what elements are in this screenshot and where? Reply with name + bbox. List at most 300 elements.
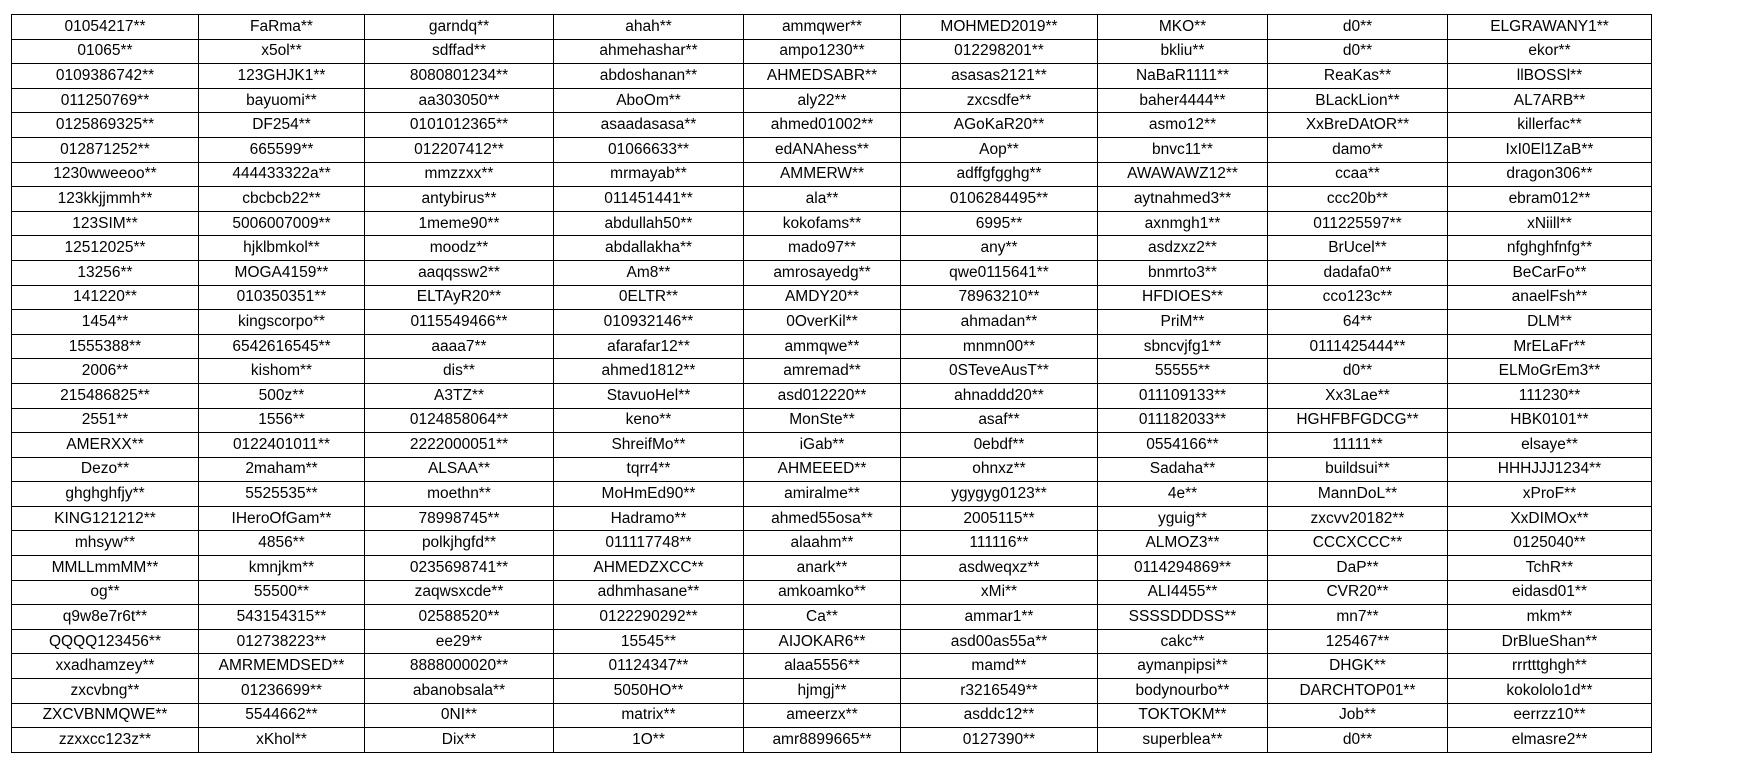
table-cell: kingscorpo**: [199, 310, 365, 335]
table-row: [12, 728, 1652, 753]
table-cell: abdullah50**: [554, 211, 744, 236]
table-cell: zzxxcc123z**: [12, 728, 199, 753]
table-cell: 012207412**: [365, 137, 554, 162]
table-cell: HFDIOES**: [1098, 285, 1268, 310]
table-cell: aaaa7**: [365, 334, 554, 359]
table-cell: 0OverKil**: [744, 310, 901, 335]
table-cell: ohnxz**: [901, 457, 1098, 482]
table-cell: xKhol**: [199, 728, 365, 753]
table-cell: 78998745**: [365, 506, 554, 531]
table-cell: ampo1230**: [744, 39, 901, 64]
table-cell: ee29**: [365, 629, 554, 654]
table-cell: 11111**: [1268, 433, 1448, 458]
table-cell: 6995**: [901, 211, 1098, 236]
table-cell: matrix**: [554, 703, 744, 728]
table-cell: 2005115**: [901, 506, 1098, 531]
table-cell: kokofams**: [744, 211, 901, 236]
table-cell: r3216549**: [901, 679, 1098, 704]
table-cell: 1454**: [12, 310, 199, 335]
table-cell: AboOm**: [554, 88, 744, 113]
table-cell: 6542616545**: [199, 334, 365, 359]
table-cell: mmzzxx**: [365, 162, 554, 187]
table-cell: ahmadan**: [901, 310, 1098, 335]
table-cell: 0STeveAusT**: [901, 359, 1098, 384]
table-cell: 12512025**: [12, 236, 199, 261]
table-cell: CCCXCCC**: [1268, 531, 1448, 556]
table-row: [12, 482, 1652, 507]
table-cell: 0125869325**: [12, 113, 199, 138]
table-cell: FaRma**: [199, 15, 365, 40]
table-row: [12, 457, 1652, 482]
table-cell: aa303050**: [365, 88, 554, 113]
table-cell: 1O**: [554, 728, 744, 753]
table-cell: TOKTOKM**: [1098, 703, 1268, 728]
table-cell: XxDIMOx**: [1448, 506, 1652, 531]
table-cell: Ca**: [744, 605, 901, 630]
table-cell: BLackLion**: [1268, 88, 1448, 113]
table-cell: abanobsala**: [365, 679, 554, 704]
table-cell: polkjhgfd**: [365, 531, 554, 556]
table-cell: killerfac**: [1448, 113, 1652, 138]
table-cell: buildsui**: [1268, 457, 1448, 482]
table-cell: xMi**: [901, 580, 1098, 605]
table-cell: cco123c**: [1268, 285, 1448, 310]
table-cell: 011250769**: [12, 88, 199, 113]
table-cell: AMMERW**: [744, 162, 901, 187]
table-cell: SSSSDDDSS**: [1098, 605, 1268, 630]
table-cell: AMERXX**: [12, 433, 199, 458]
table-cell: DARCHTOP01**: [1268, 679, 1448, 704]
table-row: [12, 408, 1652, 433]
table-cell: DLM**: [1448, 310, 1652, 335]
table-cell: DrBlueShan**: [1448, 629, 1652, 654]
table-row: [12, 88, 1652, 113]
table-cell: sdffad**: [365, 39, 554, 64]
table-cell: elsaye**: [1448, 433, 1652, 458]
table-cell: kmnjkm**: [199, 556, 365, 581]
table-cell: asddc12**: [901, 703, 1098, 728]
table-cell: 012298201**: [901, 39, 1098, 64]
table-row: [12, 162, 1652, 187]
table-cell: 141220**: [12, 285, 199, 310]
table-cell: ALSAA**: [365, 457, 554, 482]
table-cell: bnmrto3**: [1098, 260, 1268, 285]
table-cell: ELGRAWANY1**: [1448, 15, 1652, 40]
table-cell: 125467**: [1268, 629, 1448, 654]
table-cell: ahmed55osa**: [744, 506, 901, 531]
table-cell: alaa5556**: [744, 654, 901, 679]
table-row: [12, 236, 1652, 261]
table-cell: ALI4455**: [1098, 580, 1268, 605]
table-cell: bnvc11**: [1098, 137, 1268, 162]
table-cell: adffgfgghg**: [901, 162, 1098, 187]
table-cell: 011117748**: [554, 531, 744, 556]
table-cell: d0**: [1268, 15, 1448, 40]
table-cell: amkoamko**: [744, 580, 901, 605]
table-cell: tqrr4**: [554, 457, 744, 482]
table-cell: 0124858064**: [365, 408, 554, 433]
table-cell: iGab**: [744, 433, 901, 458]
table-row: [12, 433, 1652, 458]
table-cell: ygygyg0123**: [901, 482, 1098, 507]
table-cell: cbcbcb22**: [199, 187, 365, 212]
table-cell: 8080801234**: [365, 64, 554, 89]
table-cell: StavuoHel**: [554, 383, 744, 408]
table-cell: 01124347**: [554, 654, 744, 679]
table-cell: amiralme**: [744, 482, 901, 507]
table-cell: bkliu**: [1098, 39, 1268, 64]
table-cell: llBOSSl**: [1448, 64, 1652, 89]
table-cell: 0125040**: [1448, 531, 1652, 556]
table-cell: hjmgj**: [744, 679, 901, 704]
table-cell: Am8**: [554, 260, 744, 285]
table-cell: AHMEEED**: [744, 457, 901, 482]
table-cell: hjklbmkol**: [199, 236, 365, 261]
table-cell: asmo12**: [1098, 113, 1268, 138]
table-cell: moethn**: [365, 482, 554, 507]
table-cell: 0115549466**: [365, 310, 554, 335]
table-cell: 010932146**: [554, 310, 744, 335]
table-cell: elmasre2**: [1448, 728, 1652, 753]
table-cell: 0NI**: [365, 703, 554, 728]
table-cell: MKO**: [1098, 15, 1268, 40]
table-cell: sbncvjfg1**: [1098, 334, 1268, 359]
table-cell: 215486825**: [12, 383, 199, 408]
table-cell: IHeroOfGam**: [199, 506, 365, 531]
table-cell: 011109133**: [1098, 383, 1268, 408]
table-cell: q9w8e7r6t**: [12, 605, 199, 630]
table-cell: aly22**: [744, 88, 901, 113]
table-cell: 0235698741**: [365, 556, 554, 581]
table-cell: ZXCVBNMQWE**: [12, 703, 199, 728]
table-cell: antybirus**: [365, 187, 554, 212]
table-cell: ala**: [744, 187, 901, 212]
table-row: [12, 64, 1652, 89]
table-cell: kokololo1d**: [1448, 679, 1652, 704]
table-cell: Xx3Lae**: [1268, 383, 1448, 408]
table-cell: ameerzx**: [744, 703, 901, 728]
table-cell: MOGA4159**: [199, 260, 365, 285]
table-cell: 01065**: [12, 39, 199, 64]
table-cell: 543154315**: [199, 605, 365, 630]
table-cell: 5525535**: [199, 482, 365, 507]
table-cell: 0101012365**: [365, 113, 554, 138]
table-cell: ammqwe**: [744, 334, 901, 359]
table-row: [12, 531, 1652, 556]
table-row: [12, 211, 1652, 236]
table-cell: QQQQ123456**: [12, 629, 199, 654]
table-cell: 011182033**: [1098, 408, 1268, 433]
table-cell: ahmed1812**: [554, 359, 744, 384]
table-cell: asd012220**: [744, 383, 901, 408]
table-cell: 5544662**: [199, 703, 365, 728]
table-cell: nfghghfnfg**: [1448, 236, 1652, 261]
table-cell: MrELaFr**: [1448, 334, 1652, 359]
table-cell: Hadramo**: [554, 506, 744, 531]
table-cell: dragon306**: [1448, 162, 1652, 187]
table-cell: mhsyw**: [12, 531, 199, 556]
table-cell: 5050HO**: [554, 679, 744, 704]
table-cell: dadafa0**: [1268, 260, 1448, 285]
table-cell: ammqwer**: [744, 15, 901, 40]
table-cell: 2maham**: [199, 457, 365, 482]
table-cell: mnmn00**: [901, 334, 1098, 359]
table-cell: 0109386742**: [12, 64, 199, 89]
table-cell: 1556**: [199, 408, 365, 433]
table-cell: 01236699**: [199, 679, 365, 704]
table-cell: PriM**: [1098, 310, 1268, 335]
table-row: [12, 383, 1652, 408]
table-cell: 0111425444**: [1268, 334, 1448, 359]
table-cell: BrUcel**: [1268, 236, 1448, 261]
table-cell: 64**: [1268, 310, 1448, 335]
table-cell: NaBaR1111**: [1098, 64, 1268, 89]
table-cell: 2222000051**: [365, 433, 554, 458]
table-row: [12, 260, 1652, 285]
table-row: [12, 39, 1652, 64]
table-cell: ReaKas**: [1268, 64, 1448, 89]
table-row: [12, 629, 1652, 654]
table-cell: 0122401011**: [199, 433, 365, 458]
table-cell: anark**: [744, 556, 901, 581]
table-cell: HHHJJJ1234**: [1448, 457, 1652, 482]
table-cell: xProF**: [1448, 482, 1652, 507]
table-cell: zxcvv20182**: [1268, 506, 1448, 531]
table-body: [12, 15, 1652, 753]
table-cell: 0ebdf**: [901, 433, 1098, 458]
table-cell: asaadasasa**: [554, 113, 744, 138]
table-cell: qwe0115641**: [901, 260, 1098, 285]
table-row: [12, 359, 1652, 384]
table-cell: 010350351**: [199, 285, 365, 310]
table-row: [12, 580, 1652, 605]
table-cell: aymanpipsi**: [1098, 654, 1268, 679]
table-cell: ahmehashar**: [554, 39, 744, 64]
table-cell: 78963210**: [901, 285, 1098, 310]
table-cell: XxBreDAtOR**: [1268, 113, 1448, 138]
table-cell: AHMEDZXCC**: [554, 556, 744, 581]
table-cell: AHMEDSABR**: [744, 64, 901, 89]
table-cell: 011225597**: [1268, 211, 1448, 236]
table-cell: Dezo**: [12, 457, 199, 482]
table-cell: d0**: [1268, 39, 1448, 64]
table-cell: ahnaddd20**: [901, 383, 1098, 408]
table-cell: any**: [901, 236, 1098, 261]
table-cell: 13256**: [12, 260, 199, 285]
table-cell: ELTAyR20**: [365, 285, 554, 310]
table-cell: 500z**: [199, 383, 365, 408]
table-cell: amrosayedg**: [744, 260, 901, 285]
table-cell: cakc**: [1098, 629, 1268, 654]
table-cell: bodynourbo**: [1098, 679, 1268, 704]
table-cell: DF254**: [199, 113, 365, 138]
table-cell: MoHmEd90**: [554, 482, 744, 507]
table-cell: TchR**: [1448, 556, 1652, 581]
table-cell: 123SIM**: [12, 211, 199, 236]
table-cell: 011451441**: [554, 187, 744, 212]
table-cell: 0ELTR**: [554, 285, 744, 310]
table-cell: CVR20**: [1268, 580, 1448, 605]
table-row: [12, 285, 1652, 310]
table-cell: 111116**: [901, 531, 1098, 556]
table-cell: asdzxz2**: [1098, 236, 1268, 261]
table-cell: Job**: [1268, 703, 1448, 728]
table-cell: xxadhamzey**: [12, 654, 199, 679]
table-cell: 123GHJK1**: [199, 64, 365, 89]
table-cell: 02588520**: [365, 605, 554, 630]
table-cell: bayuomi**: [199, 88, 365, 113]
table-cell: edANAhess**: [744, 137, 901, 162]
table-cell: amr8899665**: [744, 728, 901, 753]
table-cell: 444433322a**: [199, 162, 365, 187]
table-cell: AMDY20**: [744, 285, 901, 310]
table-cell: superblea**: [1098, 728, 1268, 753]
table-cell: keno**: [554, 408, 744, 433]
table-cell: eerrzz10**: [1448, 703, 1652, 728]
table-cell: abdallakha**: [554, 236, 744, 261]
table-cell: 665599**: [199, 137, 365, 162]
table-cell: 55555**: [1098, 359, 1268, 384]
table-row: [12, 187, 1652, 212]
table-cell: mamd**: [901, 654, 1098, 679]
table-cell: ccc20b**: [1268, 187, 1448, 212]
table-cell: 2551**: [12, 408, 199, 433]
table-cell: rrrtttghgh**: [1448, 654, 1652, 679]
table-cell: ghghghfjy**: [12, 482, 199, 507]
table-cell: zxcsdfe**: [901, 88, 1098, 113]
table-cell: moodz**: [365, 236, 554, 261]
table-cell: 55500**: [199, 580, 365, 605]
table-cell: 8888000020**: [365, 654, 554, 679]
table-cell: A3TZ**: [365, 383, 554, 408]
table-cell: zaqwsxcde**: [365, 580, 554, 605]
table-row: [12, 556, 1652, 581]
table-cell: anaelFsh**: [1448, 285, 1652, 310]
table-row: [12, 137, 1652, 162]
table-cell: AL7ARB**: [1448, 88, 1652, 113]
table-cell: abdoshanan**: [554, 64, 744, 89]
table-cell: mado97**: [744, 236, 901, 261]
table-cell: ebram012**: [1448, 187, 1652, 212]
table-cell: eidasd01**: [1448, 580, 1652, 605]
table-cell: asaf**: [901, 408, 1098, 433]
table-cell: garndq**: [365, 15, 554, 40]
table-cell: KING121212**: [12, 506, 199, 531]
table-cell: aytnahmed3**: [1098, 187, 1268, 212]
table-cell: DHGK**: [1268, 654, 1448, 679]
table-cell: Sadaha**: [1098, 457, 1268, 482]
table-cell: AMRMEMDSED**: [199, 654, 365, 679]
table-row: [12, 310, 1652, 335]
table-cell: mrmayab**: [554, 162, 744, 187]
table-cell: AGoKaR20**: [901, 113, 1098, 138]
table-cell: IxI0El1ZaB**: [1448, 137, 1652, 162]
table-cell: 01066633**: [554, 137, 744, 162]
table-cell: amremad**: [744, 359, 901, 384]
table-cell: Dix**: [365, 728, 554, 753]
table-cell: alaahm**: [744, 531, 901, 556]
table-cell: d0**: [1268, 728, 1448, 753]
table-cell: 5006007009**: [199, 211, 365, 236]
table-cell: d0**: [1268, 359, 1448, 384]
table-row: [12, 654, 1652, 679]
table-cell: ekor**: [1448, 39, 1652, 64]
table-row: [12, 679, 1652, 704]
table-cell: AWAWAWZ12**: [1098, 162, 1268, 187]
table-cell: 111230**: [1448, 383, 1652, 408]
table-cell: BeCarFo**: [1448, 260, 1652, 285]
table-row: [12, 506, 1652, 531]
table-cell: Aop**: [901, 137, 1098, 162]
table-cell: ahah**: [554, 15, 744, 40]
table-cell: MonSte**: [744, 408, 901, 433]
table-cell: baher4444**: [1098, 88, 1268, 113]
table-cell: 4e**: [1098, 482, 1268, 507]
table-cell: afarafar12**: [554, 334, 744, 359]
table-cell: HGHFBFGDCG**: [1268, 408, 1448, 433]
table-cell: damo**: [1268, 137, 1448, 162]
table-cell: dis**: [365, 359, 554, 384]
table-cell: 012871252**: [12, 137, 199, 162]
table-cell: MOHMED2019**: [901, 15, 1098, 40]
table-cell: asdweqxz**: [901, 556, 1098, 581]
table-cell: adhmhasane**: [554, 580, 744, 605]
table-cell: 01054217**: [12, 15, 199, 40]
table-cell: asasas2121**: [901, 64, 1098, 89]
table-cell: mn7**: [1268, 605, 1448, 630]
table-row: [12, 703, 1652, 728]
table-cell: AIJOKAR6**: [744, 629, 901, 654]
table-cell: mkm**: [1448, 605, 1652, 630]
table-cell: 0127390**: [901, 728, 1098, 753]
table-cell: yguig**: [1098, 506, 1268, 531]
table-cell: ShreifMo**: [554, 433, 744, 458]
table-cell: MannDoL**: [1268, 482, 1448, 507]
table-cell: ALMOZ3**: [1098, 531, 1268, 556]
table-cell: 2006**: [12, 359, 199, 384]
table-cell: 15545**: [554, 629, 744, 654]
table-cell: MMLLmmMM**: [12, 556, 199, 581]
table-cell: 4856**: [199, 531, 365, 556]
password-table: [11, 14, 1652, 753]
table-cell: 0114294869**: [1098, 556, 1268, 581]
table-cell: zxcvbng**: [12, 679, 199, 704]
table-cell: 123kkjjmmh**: [12, 187, 199, 212]
table-cell: x5ol**: [199, 39, 365, 64]
table-cell: aaqqssw2**: [365, 260, 554, 285]
table-row: [12, 113, 1652, 138]
table-cell: ccaa**: [1268, 162, 1448, 187]
table-cell: 0554166**: [1098, 433, 1268, 458]
table-cell: kishom**: [199, 359, 365, 384]
table-row: [12, 334, 1652, 359]
table-cell: axnmgh1**: [1098, 211, 1268, 236]
table-row: [12, 605, 1652, 630]
table-cell: xNiill**: [1448, 211, 1652, 236]
table-cell: 012738223**: [199, 629, 365, 654]
table-cell: HBK0101**: [1448, 408, 1652, 433]
table-row: [12, 15, 1652, 40]
table-cell: ahmed01002**: [744, 113, 901, 138]
table-cell: 1230wweeoo**: [12, 162, 199, 187]
table-cell: asd00as55a**: [901, 629, 1098, 654]
table-cell: og**: [12, 580, 199, 605]
table-cell: ELMoGrEm3**: [1448, 359, 1652, 384]
table-cell: 1555388**: [12, 334, 199, 359]
table-cell: 1meme90**: [365, 211, 554, 236]
table-cell: DaP**: [1268, 556, 1448, 581]
table-cell: ammar1**: [901, 605, 1098, 630]
